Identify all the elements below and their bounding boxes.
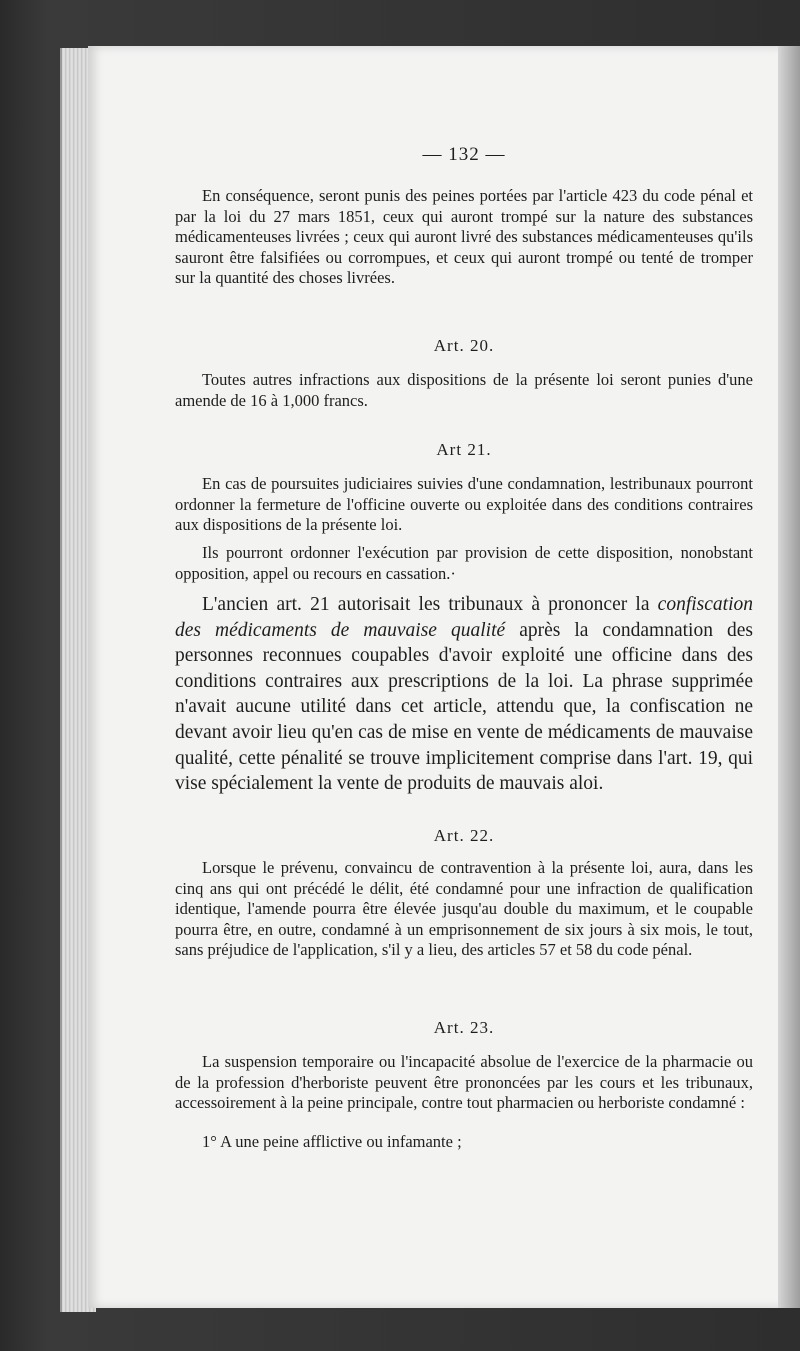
art20-text: Toutes autres infractions aux dispositions de la présente loi seront punies d'une amende de 16 à 1,000 francs. — [175, 370, 753, 410]
commentary-start: L'ancien art. 21 autorisait les tribunaux à prononcer la — [202, 594, 658, 615]
art20-heading: Art. 20. — [433, 336, 495, 355]
commentary-italic: confiscation des médicaments de mauvaise qualité — [175, 594, 753, 641]
art23-heading: Art. 23. — [433, 1018, 495, 1037]
art23-text: La suspension temporaire ou l'incapacité absolue de l'exercice de la pharmacie ou de la profession d'herboriste peuvent être prononcées par les cours et les tribunaux, accessoirement à la peine principale, contre tout pharmacien ou herboriste condamné : — [175, 1052, 753, 1112]
paragraph-art19-end: En conséquence, seront punis des peines portées par l'article 423 du code pénal et par la loi du 27 mars 1851, ceux qui auront trompé sur la nature des substances médicamenteuses livrées ; ceux qui auront livré des substances médicamenteuses qu'ils sauront être falsifiées ou corrompues, et ceux qui auront trompé ou tenté de tromper sur la quantité des choses livrées. — [175, 186, 753, 287]
page-number: — 132 — — [422, 144, 506, 165]
art23-item-1: 1° A une peine afflictive ou infamante ; — [202, 1132, 462, 1151]
art21-heading: Art 21. — [436, 440, 492, 459]
art21-text-2: Ils pourront ordonner l'exécution par provision de cette disposition, nonobstant opposition, appel ou recours en cassation.· — [175, 543, 753, 583]
art22-text: Lorsque le prévenu, convaincu de contravention à la présente loi, aura, dans les cinq ans qui ont précédé le délit, été condamné pour une infraction de qualification identique, l'amende pourra être élevée jusqu'au double du maximum, et le coupable pourra être, en outre, condamné à un emprisonnement de six jours à six mois, le tout, sans préjudice de l'application, s'il y a lieu, des articles 57 et 58 du code pénal. — [175, 858, 753, 959]
commentary-end: après la condamnation des personnes reconnues coupables d'avoir exploité une officine dans des conditions contraires aux prescriptions de la loi. La phrase supprimée n'avait aucune utilité dans cet article, attendu que, la confiscation ne devant avoir lieu qu'en cas de mise en vente de médicaments de mauvaise qualité, cette pénalité se trouve implicitement comprise dans l'art. 19, qui vise spécialement la vente de produits de mauvais aloi. — [175, 619, 753, 795]
art22-heading: Art. 22. — [433, 826, 495, 845]
art21-text-1: En cas de poursuites judiciaires suivies d'une condamnation, lestribunaux pourront ordonner la fermeture de l'officine ouverte ou exploitée dans des conditions contraires aux dispositions de la présente loi. — [175, 474, 753, 534]
commentary-paragraph — [175, 592, 753, 797]
book-right-edge — [778, 46, 800, 1308]
